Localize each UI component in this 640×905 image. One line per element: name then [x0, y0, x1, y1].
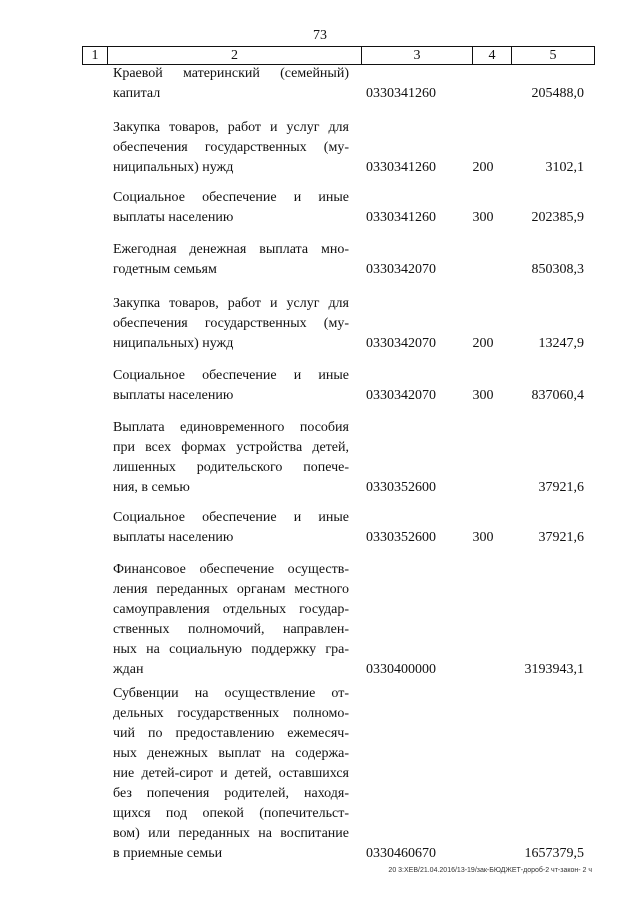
description-line: Краевой материнский (семейный) [113, 66, 349, 81]
row-amount: 1657379,5 [524, 846, 584, 861]
description-line: ниципальных) нужд [113, 160, 234, 175]
row-code: 0330342070 [366, 262, 436, 277]
row-code: 0330341260 [366, 86, 436, 101]
row-expense-type: 300 [472, 388, 494, 403]
description-line: обеспечения государственных (му- [113, 316, 349, 331]
row-code: 0330341260 [366, 160, 436, 175]
row-expense-type: 200 [472, 160, 494, 175]
description-line: ния, в семью [113, 480, 190, 495]
row-code: 0330341260 [366, 210, 436, 225]
description-line: ных денежных выплат на содержа- [113, 746, 349, 761]
description-line: чий по предоставлению ежемесяч- [113, 726, 349, 741]
row-amount: 850308,3 [531, 262, 584, 277]
description-line: Выплата единовременного пособия [113, 420, 349, 435]
description-line: выплаты населению [113, 388, 234, 403]
column-header-3: 3 [362, 47, 473, 65]
row-amount: 837060,4 [531, 388, 584, 403]
row-expense-type: 300 [472, 530, 494, 545]
description-line: дельных государственных полномо- [113, 706, 349, 721]
row-description [113, 240, 349, 280]
row-code: 0330352600 [366, 480, 436, 495]
description-line: Финансовое обеспечение осуществ- [113, 562, 349, 577]
column-header-table [82, 46, 595, 65]
description-line: выплаты населению [113, 210, 234, 225]
column-header-1: 1 [83, 47, 108, 65]
row-description [113, 418, 349, 498]
description-line: без попечения родителей, находя- [113, 786, 349, 801]
row-description [113, 508, 349, 548]
row-description [113, 188, 349, 228]
row-description [113, 560, 349, 680]
row-expense-type: 300 [472, 210, 494, 225]
description-line: капитал [113, 86, 161, 101]
row-code: 0330352600 [366, 530, 436, 545]
description-line: Субвенции на осуществление от- [113, 686, 349, 701]
description-line: ниципальных) нужд [113, 336, 234, 351]
description-line: в приемные семьи [113, 846, 223, 861]
column-header-2: 2 [108, 47, 362, 65]
description-line: ных на социальную поддержку гра- [113, 642, 349, 657]
page-number: 73 [313, 28, 327, 43]
row-amount: 37921,6 [538, 480, 584, 495]
row-amount: 3102,1 [545, 160, 584, 175]
description-line: при всех формах устройства детей, [113, 440, 349, 455]
description-line: щихся под опекой (попечительст- [113, 806, 349, 821]
row-amount: 3193943,1 [524, 662, 584, 677]
row-description [113, 118, 349, 178]
description-line: ждан [113, 662, 144, 677]
description-line: самоуправления отдельных государ- [113, 602, 349, 617]
row-code: 0330342070 [366, 388, 436, 403]
description-line: Ежегодная денежная выплата мно- [113, 242, 349, 257]
row-code: 0330460670 [366, 846, 436, 861]
description-line: Социальное обеспечение и иные [113, 510, 349, 525]
description-line: ние детей-сирот и детей, оставшихся [113, 766, 349, 781]
description-line: Социальное обеспечение и иные [113, 368, 349, 383]
row-amount: 37921,6 [538, 530, 584, 545]
row-description [113, 366, 349, 406]
row-description [113, 64, 349, 104]
row-description [113, 294, 349, 354]
description-line: ственных полномочий, направлен- [113, 622, 349, 637]
description-line: ления переданных органам местного [113, 582, 349, 597]
row-expense-type: 200 [472, 336, 494, 351]
row-code: 0330400000 [366, 662, 436, 677]
row-amount: 205488,0 [531, 86, 584, 101]
row-amount: 202385,9 [531, 210, 584, 225]
column-header-5: 5 [512, 47, 595, 65]
description-line: Социальное обеспечение и иные [113, 190, 349, 205]
row-code: 0330342070 [366, 336, 436, 351]
row-amount: 13247,9 [538, 336, 584, 351]
row-description [113, 684, 349, 864]
description-line: Закупка товаров, работ и услуг для [113, 296, 349, 311]
footer-code: 20 3:ХЕВ/21.04.2016/13-19/зак-БЮДЖЕТ-дороб-2 чт-закон- 2 ч [388, 867, 592, 874]
description-line: обеспечения государственных (му- [113, 140, 349, 155]
description-line: вом) или переданных на воспитание [113, 826, 349, 841]
column-header-4: 4 [473, 47, 512, 65]
description-line: годетным семьям [113, 262, 217, 277]
description-line: Закупка товаров, работ и услуг для [113, 120, 349, 135]
description-line: выплаты населению [113, 530, 234, 545]
description-line: лишенных родительского попече- [113, 460, 349, 475]
